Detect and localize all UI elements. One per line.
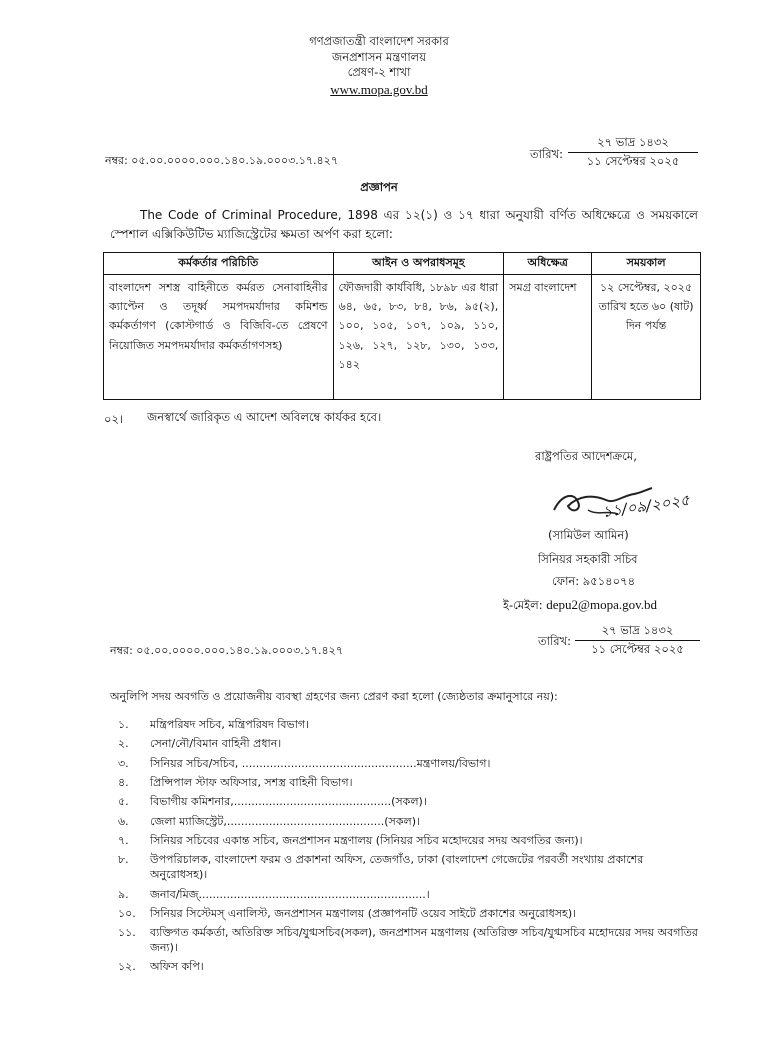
- document-title: প্রজ্ঞাপন: [360, 180, 398, 194]
- signatory-designation: সিনিয়র সহকারী সচিব: [538, 552, 638, 566]
- list-item-number: ১.: [118, 718, 129, 731]
- memo-date: [568, 135, 698, 169]
- website-link[interactable]: www.mopa.gov.bd: [330, 81, 428, 97]
- list-item-text: প্রিন্সিপাল স্টাফ অফিসার, সশস্ত্র বাহিনী বিভাগ।: [150, 776, 353, 790]
- date-bangla: ২৭ ভাদ্র ১৪৩২: [568, 135, 698, 153]
- list-item: [118, 960, 700, 975]
- list-item-number: ৬.: [118, 814, 129, 828]
- memo-date-2: [575, 623, 700, 657]
- table-row: [104, 274, 701, 399]
- signatory-phone: ফোন: ৯৫১৪০৭৪: [552, 574, 636, 588]
- copy-list: [118, 718, 700, 980]
- memo-number-2: নম্বর: ০৫.০০.০০০০.০০০.১৪০.১৯.০০০৩.১৭.৪২৭: [110, 644, 343, 657]
- delegation-table: [103, 252, 701, 400]
- government-name: গণপ্রজাতন্ত্রী বাংলাদেশ সরকার: [309, 34, 449, 48]
- list-item-number: ৯.: [118, 887, 129, 901]
- list-item-number: ১০.: [118, 906, 136, 920]
- header-officer: কর্মকর্তার পরিচিতি: [104, 253, 334, 275]
- list-item: [118, 926, 700, 956]
- intro-paragraph: The Code of Criminal Procedure, 1898 এর ১২(১) ও ১৭ ধারা অনুযায়ী বর্ণিত অধিক্ষেত্রে ও সময়কালে স্পেশাল এক্সিকিউটিভ ম্যাজিস্ট্রেটের ক্ষমতা অর্পণ করা হলো:: [110, 208, 698, 242]
- clause-number: ০২।: [104, 412, 124, 426]
- list-item: [118, 776, 700, 791]
- list-item-text: সিনিয়র সিস্টেমস্ এনালিস্ট, জনপ্রশাসন মন্ত্রণালয় (প্রজ্ঞাপনটি ওয়েব সাইটে প্রকাশের অনুরোধসহ)।: [150, 906, 577, 920]
- list-item-number: ৩.: [118, 756, 129, 770]
- list-item-number: ২.: [118, 737, 129, 751]
- date-gregorian: ১১ সেপ্টেম্বর ২০২৫: [586, 153, 680, 168]
- list-item: [118, 834, 700, 849]
- letterhead: [0, 34, 758, 98]
- header-period: সময়কাল: [592, 253, 701, 275]
- list-item-text: সিনিয়র সচিবের একান্ত সচিব, জনপ্রশাসন মন্ত্রণালয় (সিনিয়র সচিব মহোদয়ের সদয় অবগতির জন্য)।: [150, 834, 583, 848]
- list-item-text: ব্যক্তিগত কর্মকর্তা, অতিরিক্ত সচিব/যুগ্মসচিব(সকল), জনপ্রশাসন মন্ত্রণালয় (অতিরিক্ত সচিব/যুগ্মসচিব মহোদয়ের সদয় অবগতির জন্য)।: [150, 926, 698, 955]
- email-link[interactable]: depu2@mopa.gov.bd: [546, 597, 658, 612]
- list-item-text: মন্ত্রিপরিষদ সচিব, মন্ত্রিপরিষদ বিভাগ।: [150, 718, 310, 731]
- list-item-number: ১২.: [118, 960, 136, 974]
- date-label-2: তারিখ:: [538, 634, 572, 648]
- list-item-text: বিভাগীয় কমিশনার,.............................................(সকল)।: [150, 795, 427, 809]
- list-item-text: জেলা ম্যাজিস্ট্রেট,.............................................(সকল)।: [150, 814, 420, 828]
- cell-law: ফৌজদারী কার্যবিধি, ১৮৯৮ এর ধারা ৬৪, ৬৫, ৮৩, ৮৪, ৮৬, ৯৫(২), ১০০, ১০৫, ১০৭, ১০৯, ১১০, ১২৬, ১২৭, ১২৮, ১৩০, ১৩৩, ১৪২: [333, 274, 504, 399]
- list-item-text: অফিস কপি।: [150, 960, 204, 974]
- list-item-number: ৪.: [118, 776, 129, 790]
- list-item: [118, 888, 700, 903]
- signatory-name: (সামিউল আমিন): [548, 528, 629, 542]
- cell-officer: বাংলাদেশ সশস্ত্র বাহিনীতে কর্মরত সেনাবাহিনীর ক্যাপ্টেন ও তদূর্ধ্ব সমপদমর্যাদার কমিশন্ড কর্মকর্তাগণ (কোস্টগার্ড ও বিজিবি-তে প্রেষণে নিয়োজিত সমপদমর্যাদার কর্মকর্তাগণসহ): [104, 274, 334, 399]
- clause-text: জনস্বার্থে জারিকৃত এ আদেশ অবিলম্বে কার্যকর হবে।: [147, 410, 382, 424]
- list-item: [118, 795, 700, 810]
- list-item-number: ১১.: [118, 926, 136, 940]
- copy-intro: অনুলিপি সদয় অবগতি ও প্রয়োজনীয় ব্যবস্থা গ্রহণের জন্য প্রেরণ করা হলো (জ্যেষ্ঠতার ক্রমানুসারে নয়):: [110, 690, 558, 703]
- list-item: [118, 853, 700, 883]
- handwritten-date: ১১/০৯/২০২৫: [601, 490, 691, 522]
- list-item: [118, 718, 700, 733]
- branch-name: প্রেষণ-২ শাখা: [347, 65, 411, 80]
- email-line: [503, 596, 657, 614]
- list-item: [118, 815, 700, 830]
- list-item-text: সিনিয়র সচিব/সচিব, ..................................................মন্ত্রণালয়/বিভাগ।: [150, 756, 491, 770]
- header-jurisdiction: অধিক্ষেত্র: [504, 253, 592, 275]
- ministry-name: জনপ্রশাসন মন্ত্রণালয়: [332, 49, 426, 64]
- list-item-number: ৭.: [118, 834, 129, 848]
- cell-jurisdiction: সমগ্র বাংলাদেশ: [504, 274, 592, 399]
- date-label: তারিখ:: [530, 147, 564, 161]
- header-law: আইন ও অপরাধসমূহ: [333, 253, 504, 275]
- list-item: [118, 757, 700, 772]
- cell-period: ১২ সেপ্টেম্বর, ২০২৫ তারিখ হতে ৬০ (ষাট) দিন পর্যন্ত: [592, 274, 701, 399]
- list-item-text: সেনা/নৌ/বিমান বাহিনী প্রধান।: [150, 737, 282, 751]
- order-line: রাষ্ট্রপতির আদেশক্রমে,: [535, 449, 637, 463]
- list-item-number: ৮.: [118, 853, 129, 867]
- list-item-text: উপপরিচালক, বাংলাদেশ ফরম ও প্রকাশনা অফিস, তেজগাঁও, ঢাকা (বাংলাদেশ গেজেটের পরবর্তী সংখ্যায় প্রকাশের অনুরোধসহ)।: [150, 853, 644, 882]
- list-item: [118, 737, 700, 752]
- date-bangla-2: ২৭ ভাদ্র ১৪৩২: [575, 623, 700, 641]
- list-item-number: ৫.: [118, 795, 129, 809]
- list-item: [118, 907, 700, 922]
- email-label: ই-মেইল:: [503, 598, 543, 612]
- list-item-text: জনাব/মিজ্‌.................................................................।: [150, 887, 430, 901]
- date-gregorian-2: ১১ সেপ্টেম্বর ২০২৫: [591, 641, 684, 656]
- memo-number: নম্বর: ০৫.০০.০০০০.০০০.১৪০.১৯.০০০৩.১৭.৪২৭: [105, 154, 338, 167]
